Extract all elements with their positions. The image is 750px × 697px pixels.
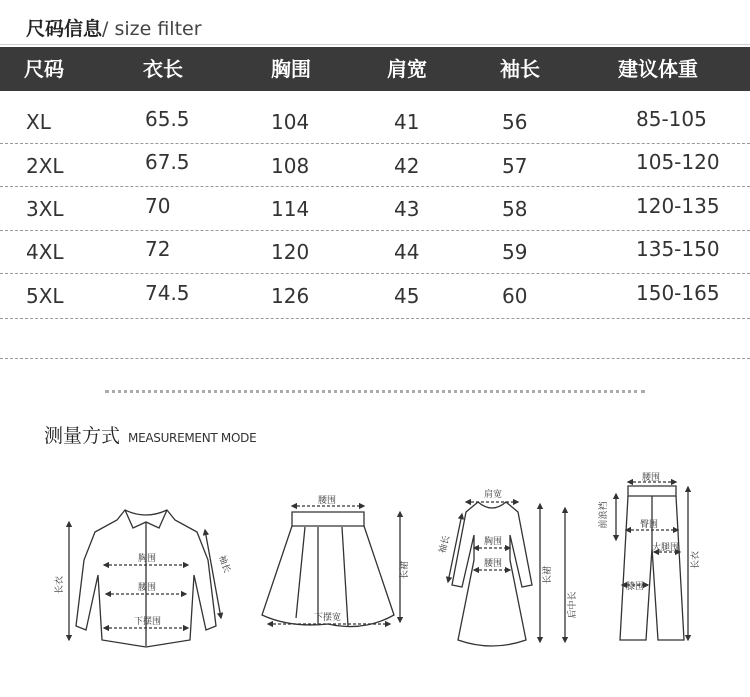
shirt-sleeve-label: 袖长 xyxy=(216,554,232,575)
size-cell: 4XL xyxy=(26,240,64,264)
weight-cell: 135-150 xyxy=(636,237,720,261)
measurement-title xyxy=(44,424,256,450)
skirt-waist-label: 腰围 xyxy=(318,496,337,506)
chest-cell: 114 xyxy=(271,197,310,221)
length-cell: 70 xyxy=(145,194,171,218)
pants-length-label: 长衣 xyxy=(691,550,701,570)
row-divider xyxy=(0,273,750,274)
shirt-hem-label: 下摆围 xyxy=(134,617,162,627)
weight-cell: 105-120 xyxy=(636,150,720,174)
dress-back-length-label: 后中长 xyxy=(568,591,578,619)
dress-chest-label: 胸围 xyxy=(484,537,503,547)
pants-thigh-label: 大腿围 xyxy=(652,543,680,553)
col-header-sleeve: 袖长 xyxy=(500,57,540,81)
col-header-size: 尺码 xyxy=(24,57,64,81)
row-divider xyxy=(0,186,750,187)
col-header-shoulder: 肩宽 xyxy=(387,57,427,81)
pants-waist-label: 腰围 xyxy=(642,473,661,483)
chest-cell: 104 xyxy=(271,110,310,134)
row-divider xyxy=(0,318,750,319)
length-cell: 72 xyxy=(145,237,171,261)
shirt-chest-label: 胸围 xyxy=(138,554,157,564)
pants-hip-label: 臀围 xyxy=(640,520,659,530)
size-info-title-cn: 尺码信息 xyxy=(26,18,103,40)
weight-cell: 120-135 xyxy=(636,194,720,218)
skirt-diagram xyxy=(262,512,400,627)
size-cell: 3XL xyxy=(26,197,64,221)
section-dotted-divider xyxy=(105,390,645,393)
col-header-weight: 建议体重 xyxy=(618,57,698,81)
dress-length-label: 长裙 xyxy=(543,565,553,585)
dress-waist-label: 腰围 xyxy=(484,559,503,569)
col-header-length: 衣长 xyxy=(143,57,183,81)
shoulder-cell: 43 xyxy=(394,197,420,221)
shoulder-cell: 41 xyxy=(394,110,420,134)
measurement-title-en: MEASUREMENT MODE xyxy=(128,431,257,445)
shirt-waist-label: 腰围 xyxy=(138,583,157,593)
measurement-title-cn: 测量方式 xyxy=(44,425,121,447)
top-divider xyxy=(0,44,750,45)
pants-knee-label: 膝围 xyxy=(626,582,645,592)
length-cell: 65.5 xyxy=(145,107,190,131)
size-cell: XL xyxy=(26,110,51,134)
skirt-length-label: 长裙 xyxy=(400,560,410,580)
weight-cell: 85-105 xyxy=(636,107,707,131)
shoulder-cell: 44 xyxy=(394,240,420,264)
chest-cell: 126 xyxy=(271,284,310,308)
sleeve-cell: 60 xyxy=(502,284,528,308)
col-header-chest: 胸围 xyxy=(271,57,311,81)
length-cell: 74.5 xyxy=(145,281,190,305)
size-info-title xyxy=(26,17,202,41)
pants-diagram xyxy=(616,486,688,640)
sleeve-cell: 58 xyxy=(502,197,528,221)
row-divider xyxy=(0,143,750,144)
sleeve-cell: 59 xyxy=(502,240,528,264)
sleeve-cell: 56 xyxy=(502,110,528,134)
dress-shoulder-label: 肩宽 xyxy=(484,490,503,500)
size-cell: 5XL xyxy=(26,284,64,308)
length-cell: 67.5 xyxy=(145,150,190,174)
chest-cell: 108 xyxy=(271,154,310,178)
shoulder-cell: 45 xyxy=(394,284,420,308)
dress-sleeve-label: 袖长 xyxy=(437,534,453,555)
sleeve-cell: 57 xyxy=(502,154,528,178)
skirt-body xyxy=(262,526,394,627)
shirt-length-label: 长衣 xyxy=(55,575,65,595)
shoulder-cell: 42 xyxy=(394,154,420,178)
pants-rise-label: 前浪裆 xyxy=(599,501,609,529)
weight-cell: 150-165 xyxy=(636,281,720,305)
measurement-diagrams xyxy=(0,450,750,697)
skirt-waistband xyxy=(292,512,364,526)
pants-waistband xyxy=(628,486,676,496)
size-cell: 2XL xyxy=(26,154,64,178)
row-divider xyxy=(0,358,750,359)
row-divider xyxy=(0,230,750,231)
dress-outline xyxy=(452,502,532,646)
skirt-hem-label: 下摆宽 xyxy=(314,613,342,623)
chest-cell: 120 xyxy=(271,240,310,264)
size-info-title-en: / size filter xyxy=(102,18,202,40)
